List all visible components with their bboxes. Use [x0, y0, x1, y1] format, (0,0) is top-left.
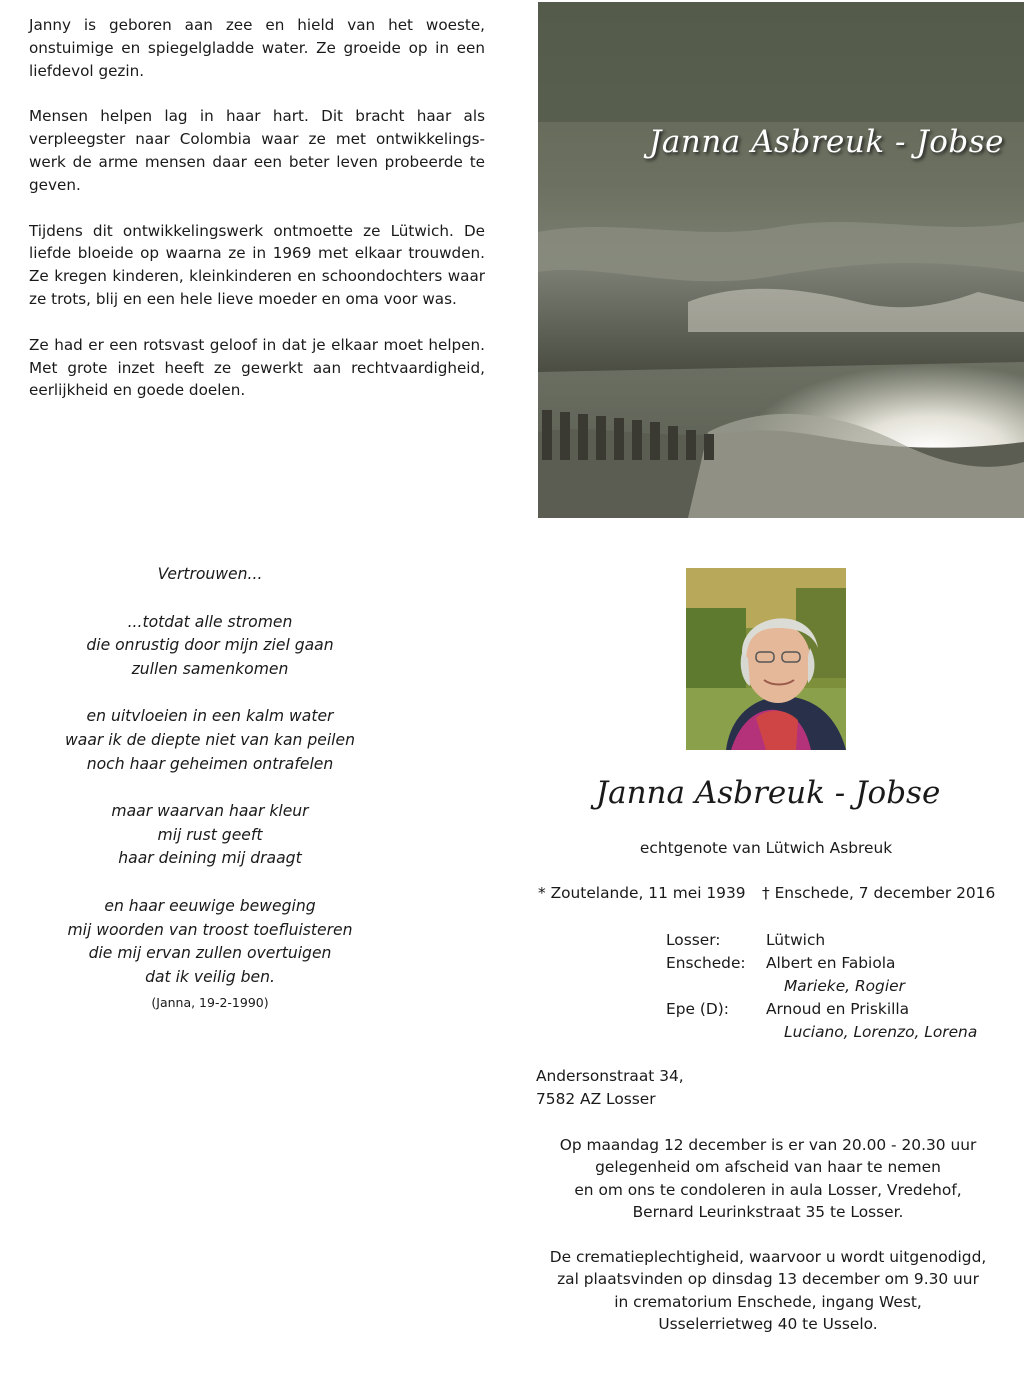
poem-line: dat ik veilig ben.: [145, 967, 275, 986]
family-names: Arnoud en Priskilla: [766, 1000, 910, 1018]
address-city: 7582 AZ Losser: [536, 1089, 656, 1108]
condolence-line: Bernard Leurinkstraat 35 te Losser.: [632, 1203, 904, 1222]
poem-line: mij rust geeft: [157, 825, 263, 844]
family-row: [666, 952, 996, 975]
poem-line: en uitvloeien in een kalm water: [86, 707, 334, 726]
poem-stanza: [40, 895, 380, 1015]
poem: [40, 563, 380, 1039]
poem-line: noch haar geheimen ontrafelen: [86, 754, 334, 773]
family-row: [666, 998, 996, 1021]
birth-date: * Zoutelande, 11 mei 1939: [538, 884, 746, 902]
family-place: Epe (D):: [666, 1000, 729, 1018]
poem-line: waar ik de diepte niet van kan peilen: [65, 730, 355, 749]
spouse-line: echtgenote van Lütwich Asbreuk: [639, 839, 893, 857]
cover-photo: [538, 2, 1024, 518]
bio-paragraph: Janny is geboren aan zee en hield van het woeste, onstuimige en spiegelgladde water. Ze groeide op in een liefdevol gezin.: [29, 16, 485, 80]
portrait-photo: [686, 568, 846, 750]
poem-stanza: [40, 705, 380, 776]
cover-name: Janna Asbreuk - Jobse: [648, 124, 1004, 160]
family-row: [666, 975, 996, 998]
poem-line: die onrustig door mijn ziel gaan: [86, 636, 334, 655]
poem-line: haar deining mij draagt: [118, 849, 302, 868]
ceremony-line: Usselerrietweg 40 te Usselo.: [658, 1315, 878, 1334]
poem-line: zullen samenkomen: [131, 659, 289, 678]
poem-title: Vertrouwen...: [157, 565, 263, 583]
family-list: [666, 929, 996, 1044]
poem-stanza: [40, 800, 380, 871]
poem-stanza: [40, 611, 380, 682]
condolence-line: en om ons te condoleren in aula Losser, Vredehof,: [574, 1180, 962, 1199]
poem-line: maar waarvan haar kleur: [111, 802, 309, 821]
family-names: Albert en Fabiola: [766, 954, 896, 972]
poem-line: ...totdat alle stromen: [127, 612, 293, 631]
portrait-image: [686, 568, 846, 750]
ceremony-line: De crematieplechtigheid, waarvoor u wordt uitgenodigd,: [549, 1248, 987, 1266]
family-place: Losser:: [666, 931, 721, 949]
family-children: Marieke, Rogier: [784, 977, 905, 995]
poem-line: die mij ervan zullen overtuigen: [88, 944, 332, 963]
bio-paragraph: Ze had er een rotsvast geloof in dat je elkaar moet helpen. Met grote inzet heeft ze gewerkt aan rechtvaardigheid, eerlijkheid en goede doelen.: [29, 335, 485, 400]
ceremony-info: [536, 1246, 1000, 1336]
poem-line: en haar eeuwige beweging: [104, 896, 316, 915]
ceremony-line: in crematorium Enschede, ingang West,: [614, 1292, 922, 1311]
deceased-name: Janna Asbreuk - Jobse: [595, 775, 941, 811]
condolence-info: [536, 1134, 1000, 1224]
condolence-line: Op maandag 12 december is er van 20.00 - 20.30 uur: [559, 1136, 977, 1154]
family-row: [666, 1021, 996, 1044]
poem-line: mij woorden van troost toefluisteren: [67, 920, 353, 939]
biography: [29, 14, 485, 425]
condolence-line: gelegenheid om afscheid van haar te nemen: [595, 1158, 941, 1177]
family-names: Lütwich: [766, 931, 826, 949]
address-street: Andersonstraat 34,: [536, 1067, 684, 1085]
bio-paragraph: Mensen helpen lag in haar hart. Dit bracht haar als verpleegster naar Colombia waar ze met ontwikkelings-werk de arme mensen daar een beter leven probeerde te geven.: [29, 107, 485, 194]
address: [536, 1065, 684, 1110]
bio-paragraph: Tijdens dit ontwikkelingswerk ontmoette ze Lütwich. De liefde bloeide op waarna ze in 1969 met elkaar trouwden. Ze kregen kinderen, kleinkinderen en schoondochters waar ze trots, blij en een hele lieve moeder en oma voor was.: [29, 221, 485, 308]
death-date: † Enschede, 7 december 2016: [762, 884, 996, 902]
family-place: Enschede:: [666, 954, 746, 972]
ceremony-line: zal plaatsvinden op dinsdag 13 december om 9.30 uur: [557, 1270, 979, 1289]
sea-wave-image: [538, 2, 1024, 518]
poem-credit: (Janna, 19-2-1990): [151, 995, 269, 1011]
family-children: Luciano, Lorenzo, Lorena: [784, 1023, 978, 1041]
family-row: [666, 929, 996, 952]
